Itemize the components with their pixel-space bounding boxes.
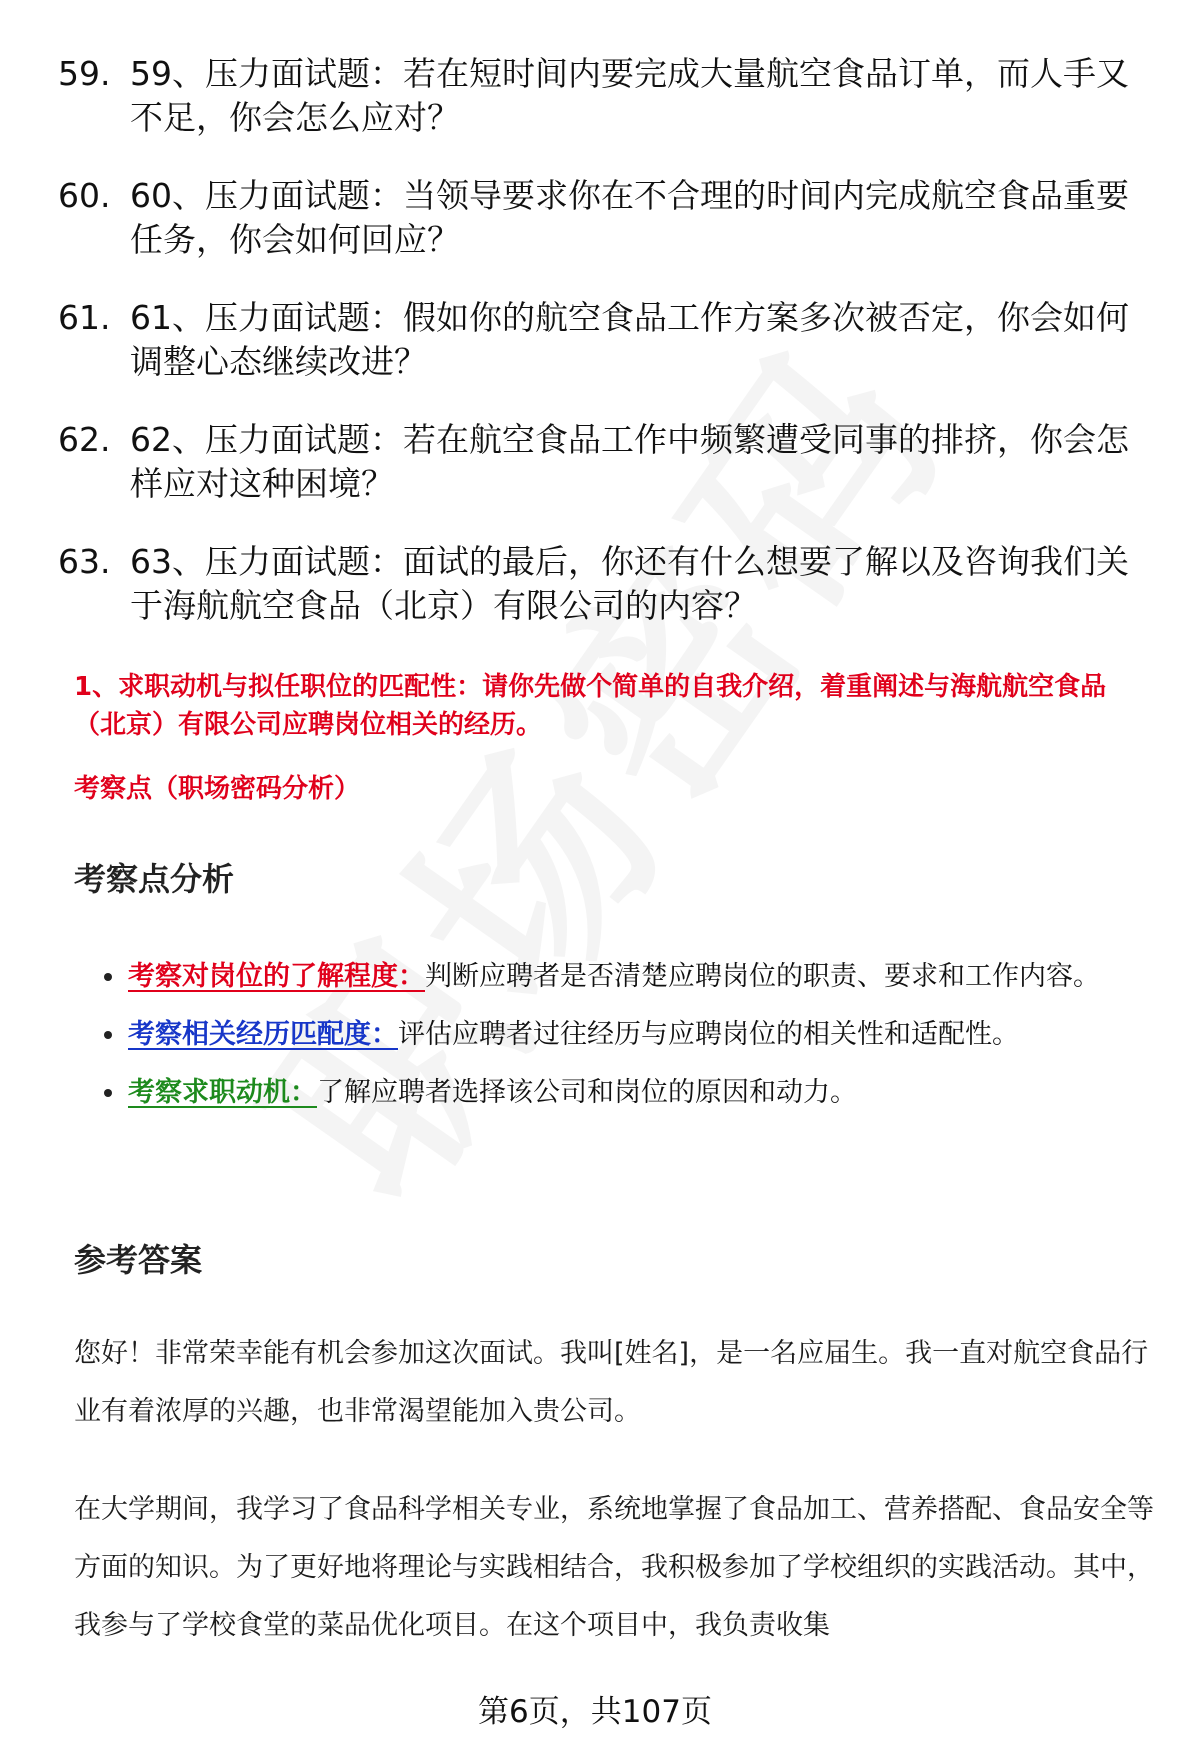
bullet-icon — [104, 973, 112, 981]
bullet-text: 判断应聘者是否清楚应聘岗位的职责、要求和工作内容。 — [425, 961, 1100, 992]
question-number: 63. — [58, 542, 111, 581]
list-item — [58, 540, 1158, 628]
question-text: 61、压力面试题：假如你的航空食品工作方案多次被否定，你会如何调整心态继续改进？ — [130, 298, 1129, 381]
bullet-label: 考察求职动机： — [128, 1077, 317, 1108]
question-number: 59. — [58, 54, 111, 93]
analysis-list — [100, 948, 1160, 1122]
question-subheading: 考察点（职场密码分析） — [74, 774, 361, 804]
bullet-label: 考察相关经历匹配度： — [128, 1019, 398, 1050]
list-item — [58, 418, 1158, 506]
bullet-icon — [104, 1089, 112, 1097]
analysis-title: 考察点分析 — [74, 860, 235, 898]
question-text: 63、压力面试题：面试的最后，你还有什么想要了解以及咨询我们关于海航航空食品（北京）有限公司的内容？ — [130, 542, 1129, 625]
question-text: 62、压力面试题：若在航空食品工作中频繁遭受同事的排挤，你会怎样应对这种困境？ — [130, 420, 1129, 503]
question-list — [58, 52, 1158, 662]
list-item — [100, 1006, 1160, 1064]
answer-title: 参考答案 — [74, 1241, 203, 1279]
page-footer: 第6页，共107页 — [478, 1694, 712, 1730]
question-number: 62. — [58, 420, 111, 459]
list-item — [58, 52, 1158, 140]
bullet-icon — [104, 1031, 112, 1039]
question-number: 61. — [58, 298, 111, 337]
list-item — [58, 174, 1158, 262]
list-item — [100, 948, 1160, 1006]
bullet-text: 了解应聘者选择该公司和岗位的原因和动力。 — [317, 1077, 857, 1108]
bullet-text: 评估应聘者过往经历与应聘岗位的相关性和适配性。 — [398, 1019, 1019, 1050]
question-number: 60. — [58, 176, 111, 215]
bullet-label: 考察对岗位的了解程度： — [128, 961, 425, 992]
question-text: 59、压力面试题：若在短时间内要完成大量航空食品订单，而人手又不足，你会怎么应对？ — [130, 54, 1129, 137]
answer-paragraph: 在大学期间，我学习了食品科学相关专业，系统地掌握了食品加工、营养搭配、食品安全等方面的知识。为了更好地将理论与实践相结合，我积极参加了学校组织的实践活动。其中，我参与了学校食堂的菜品优化项目。在这个项目中，我负责收集 — [74, 1494, 1154, 1641]
list-item — [100, 1064, 1160, 1122]
question-heading: 1、求职动机与拟任职位的匹配性：请你先做个简单的自我介绍，着重阐述与海航航空食品（北京）有限公司应聘岗位相关的经历。 — [74, 672, 1107, 740]
question-text: 60、压力面试题：当领导要求你在不合理的时间内完成航空食品重要任务，你会如何回应？ — [130, 176, 1129, 259]
list-item — [58, 296, 1158, 384]
answer-paragraph: 您好！非常荣幸能有机会参加这次面试。我叫[姓名]，是一名应届生。我一直对航空食品行业有着浓厚的兴趣，也非常渴望能加入贵公司。 — [74, 1338, 1149, 1427]
